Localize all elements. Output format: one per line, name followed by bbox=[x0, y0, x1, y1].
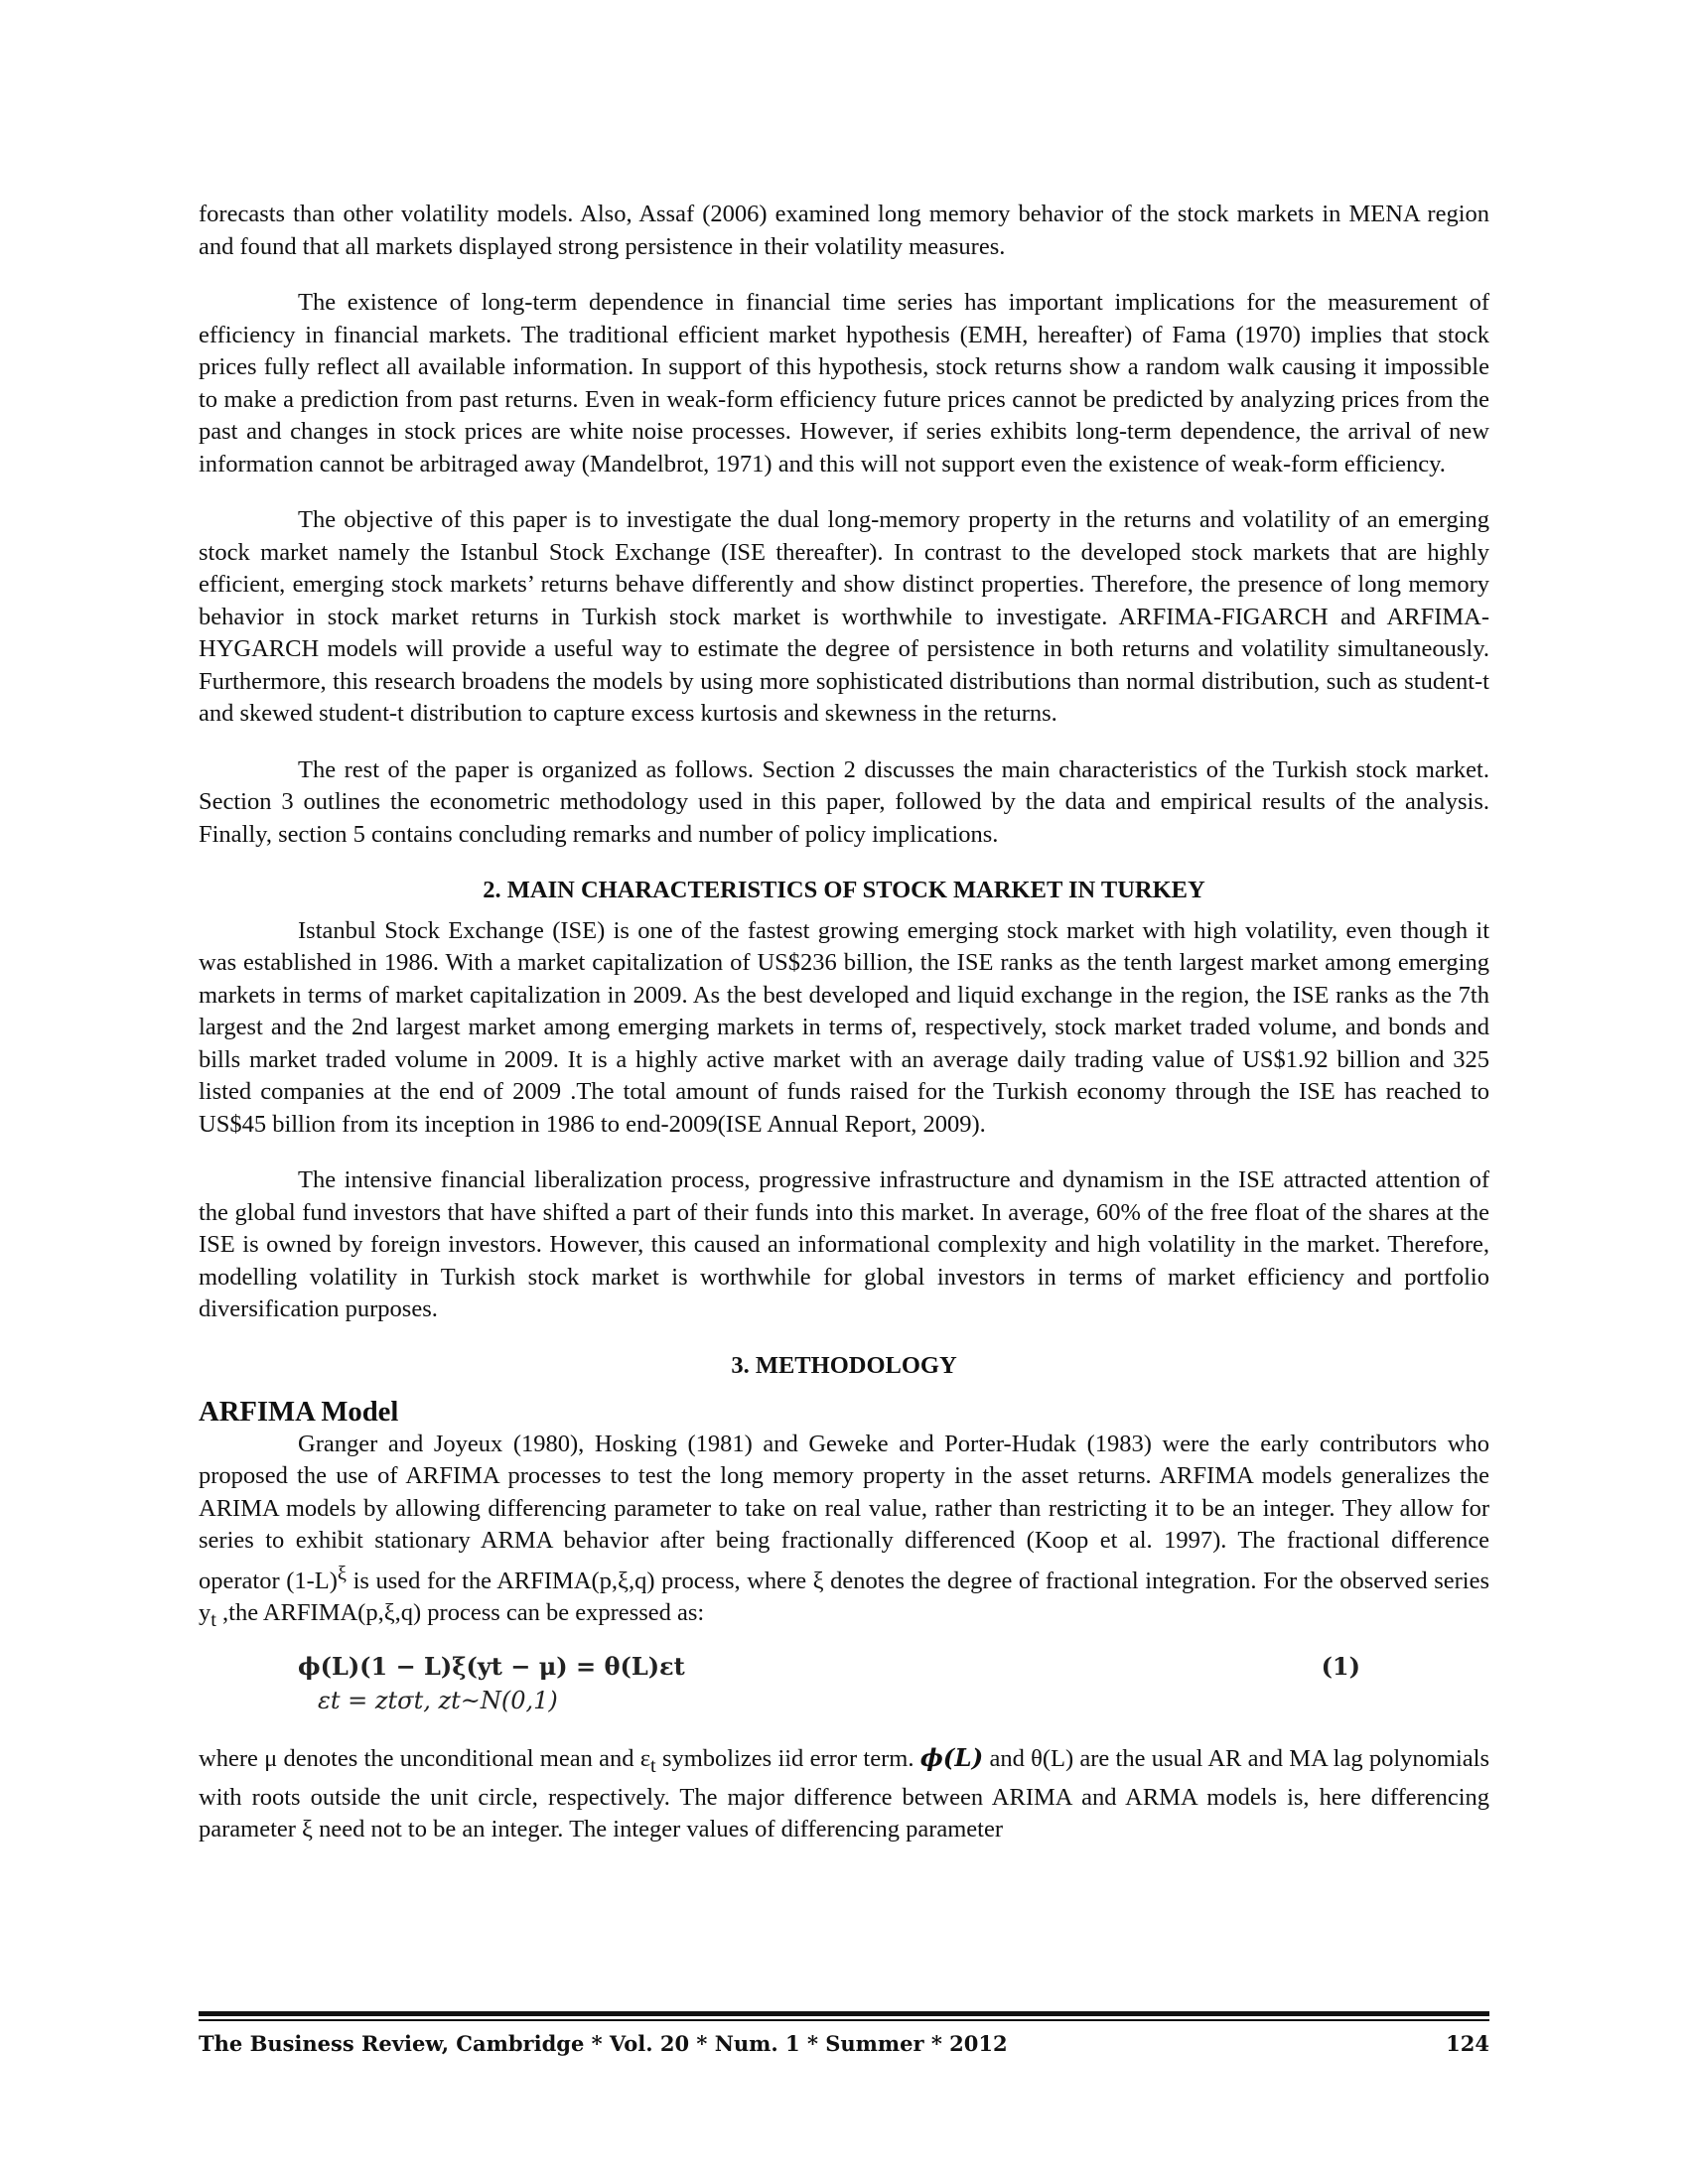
paragraph-1: forecasts than other volatility models. Also, Assaf (2006) examined long memory behavior of the stock markets in MENA region and found that all markets displayed strong persistence in their volatility measures. bbox=[199, 201, 1489, 260]
p7-text-c: ,the ARFIMA(p,ξ,q) process can be expressed as: bbox=[215, 1599, 705, 1627]
section-3-heading: 3. METHODOLOGY bbox=[731, 1351, 957, 1379]
p7-text-a: Granger and Joyeux (1980), Hosking (1981) and Geweke and Porter-Hudak (1983) were the early contributors who proposed the use of ARFIMA processes to test the long memory property in the asset returns. ARFIMA models generalizes the ARIMA models by allowing differencing parameter to take on real value, rather than restricting it to be an integer. They allow for series to exhibit stationary ARMA behavior after being fractionally differenced (Koop et al. 1997). The fractional difference operator (1-L) bbox=[199, 1430, 1489, 1594]
p8-phi-symbol: ϕ(L) bbox=[919, 1742, 984, 1772]
paragraph-2: The existence of long-term dependence in financial time series has important implications for the measurement of efficiency in financial markets. The traditional efficient market hypothesis (EMH, hereafter) of Fama (1970) implies that stock prices fully reflect all available information. In support of this hypothesis, stock returns show a random walk causing it impossible to make a prediction from past returns. Even in weak-form efficiency future prices cannot be predicted by analyzing prices from the past and changes in stock prices are white noise processes. However, if series exhibits long-term dependence, the arrival of new information cannot be arbitraged away (Mandelbrot, 1971) and this will not support even the existence of weak-form efficiency. bbox=[199, 289, 1489, 478]
paragraph-3: The objective of this paper is to investigate the dual long-memory property in the returns and volatility of an emerging stock market namely the Istanbul Stock Exchange (ISE thereafter). In contrast to the developed stock markets that are highly efficient, emerging stock markets’ returns behave differently and show distinct properties. Therefore, the presence of long memory behavior in stock market returns in Turkish stock market is worthwhile to investigate. ARFIMA-FIGARCH and ARFIMA-HYGARCH models will provide a useful way to estimate the degree of persistence in both returns and volatility simultaneously. Furthermore, this research broadens the models by using more sophisticated distributions than normal distribution, such as student-t and skewed student-t distribution to capture excess kurtosis and skewness in the returns. bbox=[199, 506, 1489, 727]
arfima-model-heading: ARFIMA Model bbox=[199, 1396, 399, 1428]
equation-line-1: ϕ(L)(1 − L)ξ(yt − μ) = θ(L)εt bbox=[298, 1651, 685, 1681]
p7-superscript: ξ bbox=[337, 1562, 347, 1584]
page-footer bbox=[199, 2027, 1489, 2063]
paragraph-8 bbox=[199, 1742, 1489, 1846]
paragraph-5: Istanbul Stock Exchange (ISE) is one of the fastest growing emerging stock market with high volatility, even though it was established in 1986. With a market capitalization of US$236 billion, the ISE ranks as the tenth largest market among emerging markets in terms of market capitalization in 2009. As the best developed and liquid exchange in the region, the ISE ranks as the 7th largest and the 2nd largest market among emerging markets in terms of, respectively, stock market traded volume, and bonds and bills market traded volume in 2009. It is a highly active market with an average daily trading value of US$1.92 billion and 325 listed companies at the end of 2009 .The total amount of funds raised for the Turkish economy through the ISE has reached to US$45 billion from its inception in 1986 to end-2009(ISE Annual Report, 2009). bbox=[199, 916, 1489, 1138]
p8-text-c: and θ(L) are the usual AR and MA lag polynomials with roots outside the unit circle, respectively. The major difference between ARIMA and ARMA models is, here differencing parameter ξ need not to be an integer. The integer values of differencing parameter bbox=[199, 1744, 1489, 1843]
page-number: 124 bbox=[1446, 2031, 1489, 2056]
p8-text-b: symbolizes iid error term. bbox=[655, 1744, 920, 1772]
p7-text-b: is used for the ARFIMA(p,ξ,q) process, where ξ denotes the degree of fractional integration. For the observed series y bbox=[199, 1567, 1489, 1627]
equation-number: (1) bbox=[1321, 1651, 1360, 1681]
equation-1 bbox=[199, 1649, 1489, 1728]
p7-subscript: t bbox=[211, 1609, 216, 1632]
footer-rule-thick bbox=[199, 2011, 1489, 2016]
journal-citation: The Business Review, Cambridge * Vol. 20 * Num. 1 * Summer * 2012 bbox=[199, 2031, 1008, 2056]
footer-rule-thin bbox=[199, 2019, 1489, 2021]
paragraph-7 bbox=[199, 1429, 1489, 1637]
equation-line-2: εt = ztσt, zt~N(0,1) bbox=[318, 1686, 558, 1714]
paragraph-4: The rest of the paper is organized as follows. Section 2 discusses the main characteristics of the Turkish stock market. Section 3 outlines the econometric methodology used in this paper, followed by the data and empirical results of the analysis. Finally, section 5 contains concluding remarks and number of policy implications. bbox=[199, 755, 1489, 848]
p8-subscript: t bbox=[650, 1754, 656, 1777]
page-body bbox=[199, 199, 1489, 1846]
section-2-heading: 2. MAIN CHARACTERISTICS OF STOCK MARKET IN TURKEY bbox=[483, 877, 1205, 903]
p8-text-a: where μ denotes the unconditional mean and ε bbox=[199, 1744, 651, 1772]
paragraph-6: The intensive financial liberalization process, progressive infrastructure and dynamism in the ISE attracted attention of the global fund investors that have shifted a part of their funds into this market. In average, 60% of the free float of the shares at the ISE is owned by foreign investors. However, this caused an informational complexity and high volatility in the market. Therefore, modelling volatility in Turkish stock market is worthwhile for global investors in terms of market efficiency and portfolio diversification purposes. bbox=[199, 1166, 1489, 1322]
